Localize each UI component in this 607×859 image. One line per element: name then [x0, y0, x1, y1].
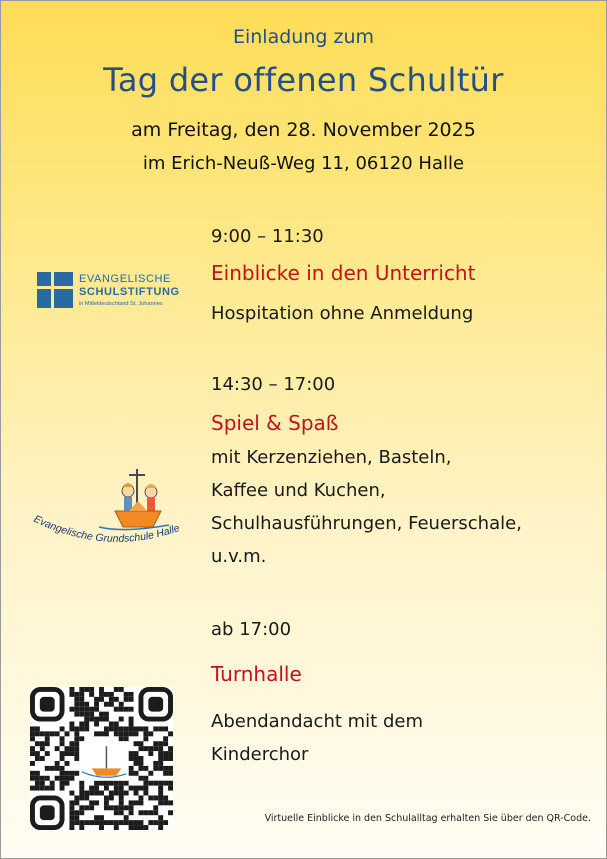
cross-icon: [37, 272, 73, 308]
invitation-line: Einladung zum: [232, 26, 374, 48]
event-1-time: 9:00 – 11:30: [211, 226, 324, 247]
qr-note: Virtuelle Einblicke in den Schulalltag erhalten Sie über den QR-Code.: [264, 813, 591, 824]
logo-line-2: SCHULSTIFTUNG: [79, 286, 180, 298]
event-3-time: ab 17:00: [211, 619, 292, 640]
event-3-line: Kinderchor: [211, 744, 309, 765]
event-1-line: Hospitation ohne Anmeldung: [211, 303, 474, 324]
event-1-description: [211, 297, 473, 330]
event-2-line: Schulhausführungen, Feuerschale,: [211, 513, 522, 534]
page-title: Tag der offenen Schultür: [103, 61, 504, 99]
grundschule-logo-text: Evangelische Grundschule Halle: [31, 512, 181, 545]
schulstiftung-logo: [37, 272, 189, 314]
event-2-line: Kaffee und Kuchen,: [211, 480, 386, 501]
event-date: Freitag, den 28. November 2025: [167, 119, 476, 141]
logo-line-1: EVANGELISCHE: [79, 273, 171, 285]
event-address: im Erich-Neuß-Weg 11, 06120 Halle: [142, 153, 465, 174]
event-3-heading: Turnhalle: [211, 662, 302, 686]
event-date-line: [1, 119, 606, 141]
event-1-heading: Einblicke in den Unterricht: [211, 261, 476, 285]
event-3-description: [211, 705, 423, 771]
event-2-heading: Spiel & Spaß: [211, 411, 339, 435]
event-2-description: [211, 441, 522, 573]
qr-code[interactable]: [30, 687, 173, 830]
logo-line-3: in Mitteldeutschland St. Johannes: [79, 301, 163, 307]
event-2-line: u.v.m.: [211, 546, 267, 567]
date-prefix: am: [131, 119, 162, 141]
event-2-line: mit Kerzenziehen, Basteln,: [211, 447, 452, 468]
grundschule-logo: [29, 461, 181, 551]
event-3-line: Abendandacht mit dem: [211, 711, 423, 732]
event-2-time: 14:30 – 17:00: [211, 374, 336, 395]
